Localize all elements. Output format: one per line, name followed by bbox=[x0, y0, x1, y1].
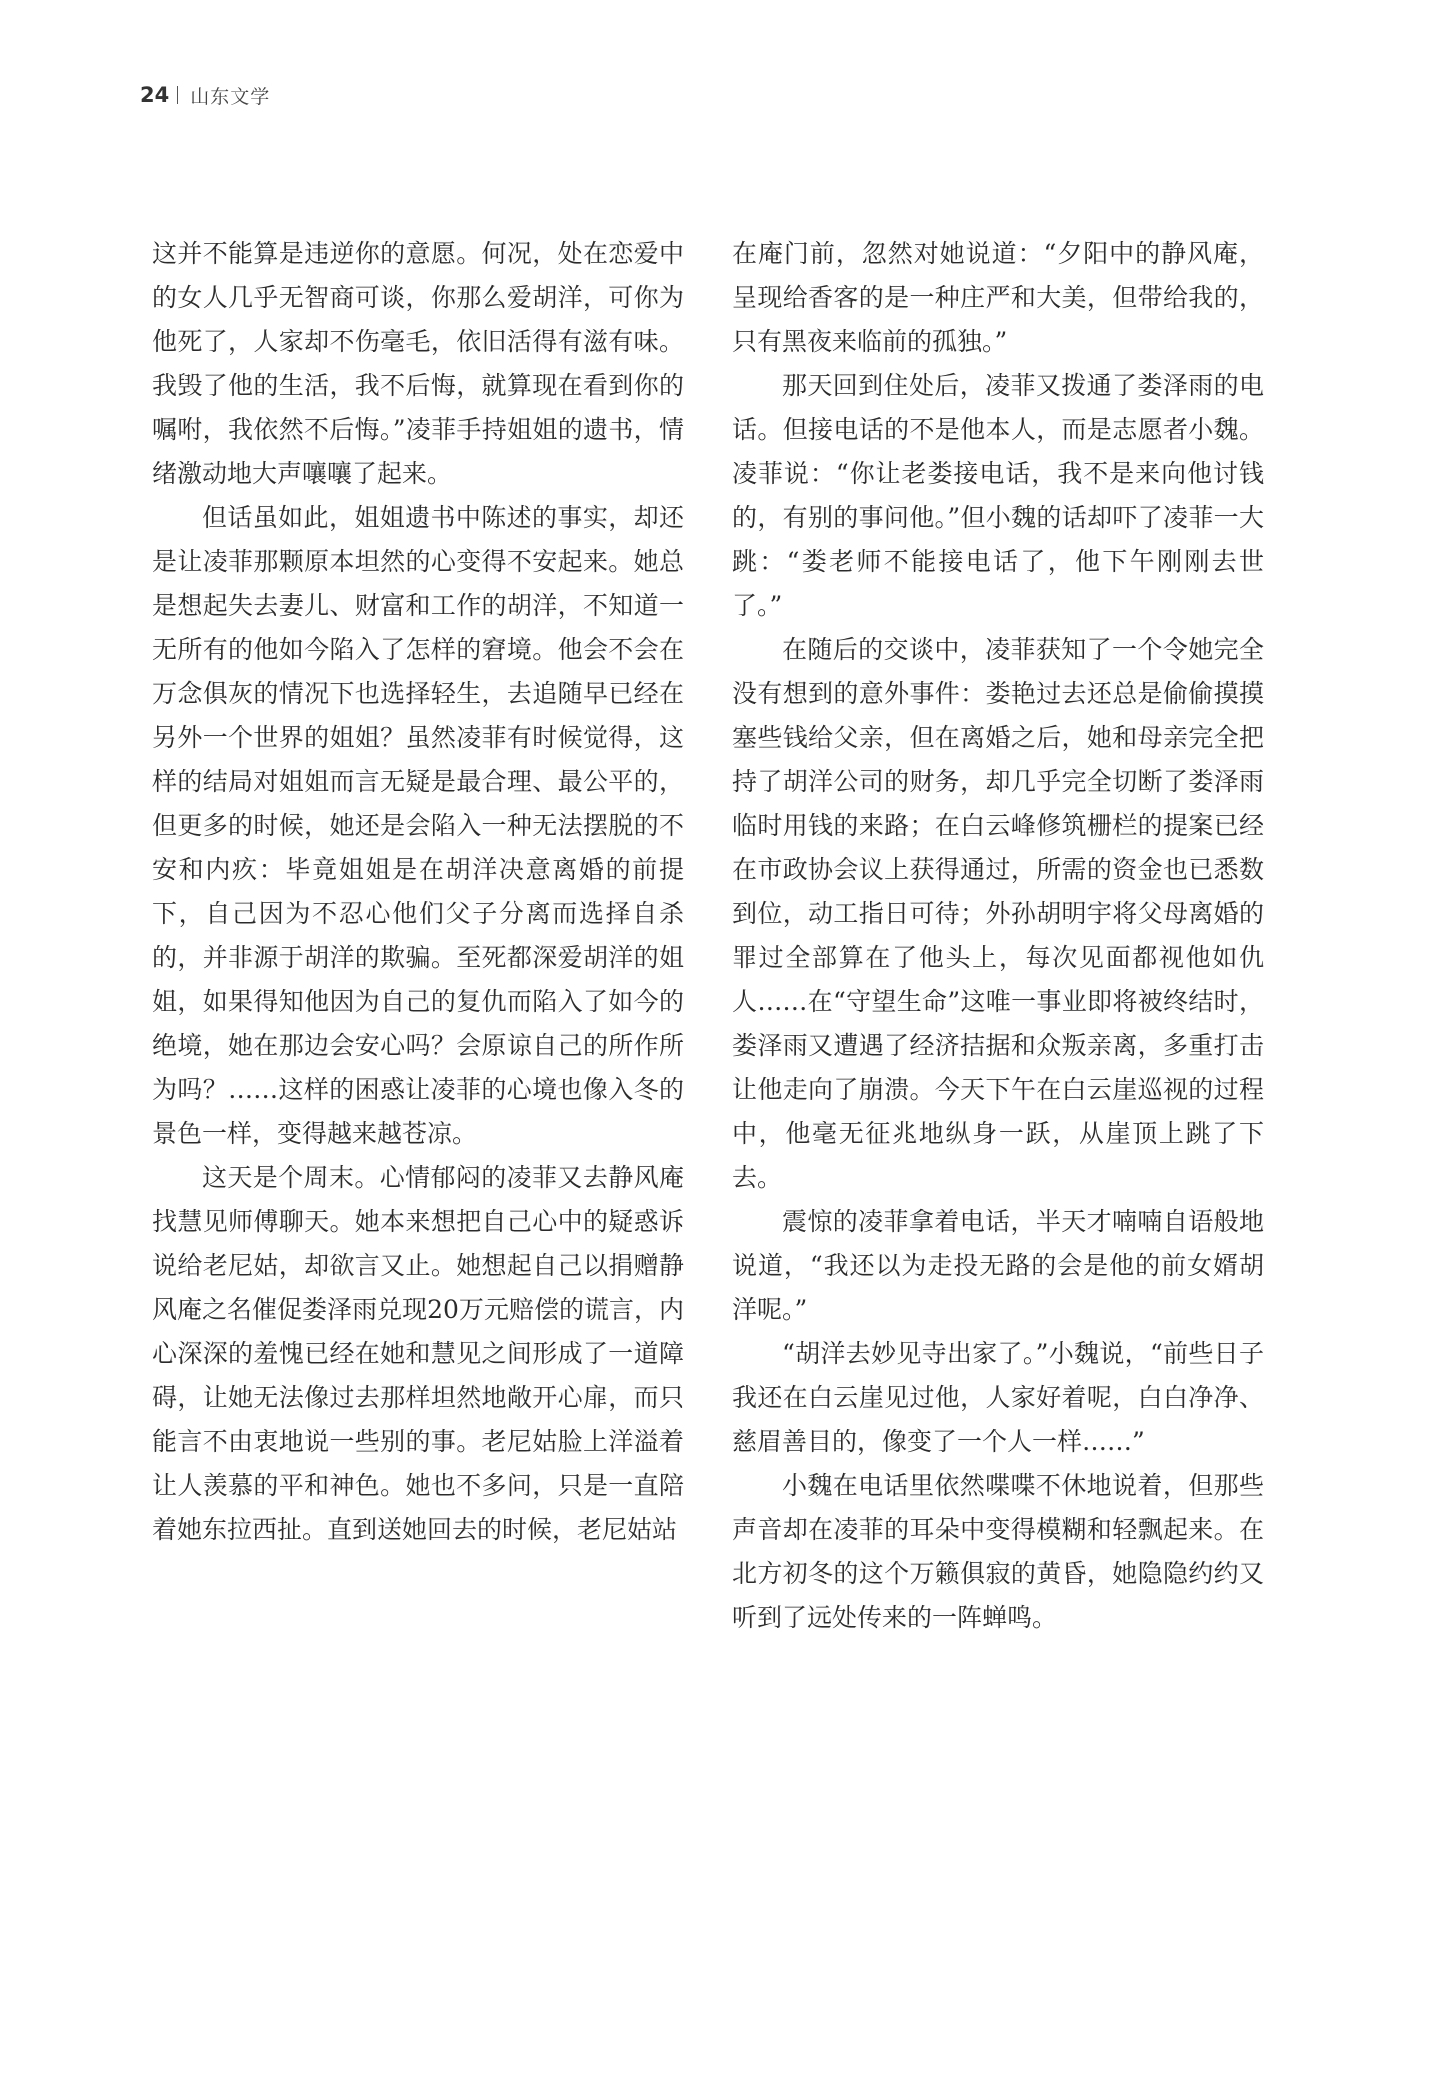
paragraph: 但话虽如此，姐姐遗书中陈述的事实，却还是让凌菲那颗原本坦然的心变得不安起来。她总是想起失去妻儿、财富和工作的胡洋，不知道一无所有的他如今陷入了怎样的窘境。他会不会在万念俱灰的情况下也选择轻生，去追随早已经在另外一个世界的姐姐？虽然凌菲有时候觉得，这样的结局对姐姐而言无疑是最合理、最公平的，但更多的时候，她还是会陷入一种无法摆脱的不安和内疚：毕竟姐姐是在胡洋决意离婚的前提下，自己因为不忍心他们父子分离而选择自杀的，并非源于胡洋的欺骗。至死都深爱胡洋的姐姐，如果得知他因为自己的复仇而陷入了如今的绝境，她在那边会安心吗？会原谅自己的所作所为吗？……这样的困惑让凌菲的心境也像入冬的景色一样，变得越来越苍凉。 bbox=[152, 503, 684, 1148]
header-divider bbox=[177, 86, 178, 104]
paragraph: 小魏在电话里依然喋喋不休地说着，但那些声音却在凌菲的耳朵中变得模糊和轻飘起来。在北方初冬的这个万籁俱寂的黄昏，她隐隐约约又听到了远处传来的一阵蝉鸣。 bbox=[732, 1471, 1264, 1632]
journal-title: 山东文学 bbox=[190, 85, 271, 108]
paragraph: 震惊的凌菲拿着电话，半天才喃喃自语般地说道，“我还以为走投无路的会是他的前女婿胡洋呢。” bbox=[732, 1207, 1264, 1324]
paragraph: 在随后的交谈中，凌菲获知了一个令她完全没有想到的意外事件：娄艳过去还总是偷偷摸摸塞些钱给父亲，但在离婚之后，她和母亲完全把持了胡洋公司的财务，却几乎完全切断了娄泽雨临时用钱的来路；在白云峰修筑栅栏的提案已经在市政协会议上获得通过，所需的资金也已悉数到位，动工指日可待；外孙胡明宇将父母离婚的罪过全部算在了他头上，每次见面都视他如仇人……在“守望生命”这唯一事业即将被终结时，娄泽雨又遭遇了经济拮据和众叛亲离，多重打击让他走向了崩溃。今天下午在白云崖巡视的过程中，他毫无征兆地纵身一跃，从崖顶上跳了下去。 bbox=[732, 635, 1264, 1192]
article-body bbox=[152, 232, 1264, 1640]
paragraph: 在庵门前，忽然对她说道：“夕阳中的静风庵，呈现给香客的是一种庄严和大美，但带给我的，只有黑夜来临前的孤独。” bbox=[732, 239, 1264, 356]
right-column bbox=[732, 232, 1264, 1640]
paragraph: “胡洋去妙见寺出家了。”小魏说，“前些日子我还在白云崖见过他，人家好着呢，白白净净、慈眉善目的，像变了一个人一样……” bbox=[732, 1339, 1264, 1456]
page-number: 24 bbox=[140, 83, 170, 107]
paragraph: 这并不能算是违逆你的意愿。何况，处在恋爱中的女人几乎无智商可谈，你那么爱胡洋，可你为他死了，人家却不伤毫毛，依旧活得有滋有味。我毁了他的生活，我不后悔，就算现在看到你的嘱咐，我依然不后悔。”凌菲手持姐姐的遗书，情绪激动地大声嚷嚷了起来。 bbox=[152, 239, 684, 488]
left-column bbox=[152, 232, 684, 1640]
paragraph: 那天回到住处后，凌菲又拨通了娄泽雨的电话。但接电话的不是他本人，而是志愿者小魏。凌菲说：“你让老娄接电话，我不是来向他讨钱的，有别的事问他。”但小魏的话却吓了凌菲一大跳：“娄老师不能接电话了，他下午刚刚去世了。” bbox=[732, 371, 1264, 620]
paragraph: 这天是个周末。心情郁闷的凌菲又去静风庵找慧见师傅聊天。她本来想把自己心中的疑惑诉说给老尼姑，却欲言又止。她想起自己以捐赠静风庵之名催促娄泽雨兑现20万元赔偿的谎言，内心深深的羞愧已经在她和慧见之间形成了一道障碍，让她无法像过去那样坦然地敞开心扉，而只能言不由衷地说一些别的事。老尼姑脸上洋溢着让人羡慕的平和神色。她也不多问，只是一直陪着她东拉西扯。直到送她回去的时候，老尼姑站 bbox=[152, 1163, 684, 1544]
running-header bbox=[140, 80, 270, 110]
